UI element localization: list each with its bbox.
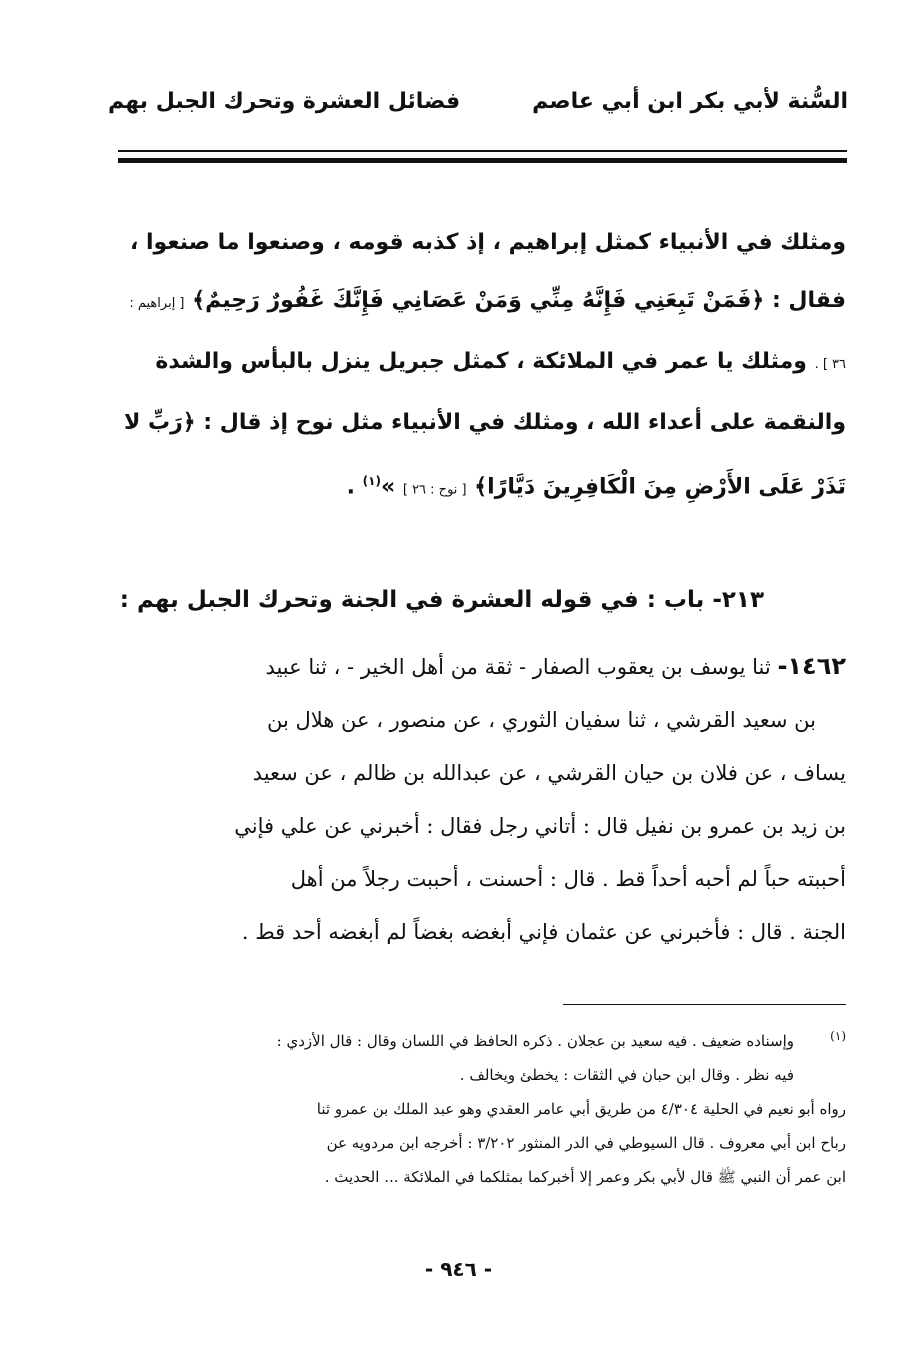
footnote-rule bbox=[563, 1004, 846, 1005]
text-line: أحببته حباً لم أحبه أحداً قط . قال : أحسنت ، أحببت رجلاً من أهل bbox=[290, 867, 846, 891]
running-header bbox=[108, 84, 848, 120]
text-line: يساف ، عن فلان بن حيان القرشي ، عن عبدالله بن ظالم ، عن سعيد bbox=[252, 761, 846, 785]
header-rule-thin bbox=[118, 150, 847, 152]
continued-text-block bbox=[104, 214, 846, 519]
text-line: والنقمة على أعداء الله ، ومثلك في الأنبياء مثل نوح إذ قال : ﴿رَبِّ لا bbox=[123, 410, 846, 435]
text-line: ومثلك في الأنبياء كمثل إبراهيم ، إذ كذبه قومه ، وصنعوا ما صنعوا ، bbox=[129, 230, 846, 255]
footnote-line: فيه نظر . وقال ابن حبان في الثقات : يخطئ ويخالف . bbox=[459, 1066, 794, 1084]
hadith-block bbox=[104, 640, 846, 959]
text-segment: ثنا يوسف بن يعقوب الصفار - ثقة من أهل الخير - ، ثنا عبيد bbox=[265, 655, 771, 679]
text-segment: وإسناده ضعيف . فيه سعيد بن عجلان . ذكره الحافظ في اللسان وقال : قال الأزدي : bbox=[276, 1032, 794, 1050]
text-line bbox=[104, 452, 846, 519]
hadith-number: ١٤٦٢- bbox=[777, 652, 846, 680]
footnote-marker: (١) bbox=[830, 1029, 846, 1043]
text-line: الجنة . قال : فأخبرني عن عثمان فإني أبغضه بغضاً لم أبغضه أحد قط . bbox=[241, 920, 846, 944]
text-line: بن زيد بن عمرو بن نفيل قال : أتاني رجل فقال : أخبرني عن علي فإني bbox=[234, 814, 846, 838]
running-chapter-title: فضائل العشرة وتحرك الجبل بهم bbox=[108, 89, 461, 114]
footnotes bbox=[104, 1024, 846, 1194]
footnote-line: ابن عمر أن النبي ﷺ قال لأبي بكر وعمر إلا أخبركما بمثلكما في الملائكة ... الحديث . bbox=[324, 1168, 846, 1186]
text-segment: ومثلك يا عمر في الملائكة ، كمثل جبريل ينزل بالبأس والشدة bbox=[155, 349, 807, 374]
footnote-line: رواه أبو نعيم في الحلية ٤/٣٠٤ من طريق أبي عامر العقدي وهو عبد الملك بن عمرو ثنا bbox=[316, 1100, 846, 1118]
section-heading: ٢١٣- باب : في قوله العشرة في الجنة وتحرك الجبل بهم : bbox=[119, 587, 764, 613]
footnote-line bbox=[104, 1024, 846, 1058]
period: . bbox=[346, 474, 355, 500]
text-line bbox=[104, 333, 846, 394]
footnote-line: رباح ابن أبي معروف . قال السيوطي في الدر المنثور ٣/٢٠٢ : أخرجه ابن مردويه عن bbox=[326, 1134, 846, 1152]
text-line: بن سعيد القرشي ، ثنا سفيان الثوري ، عن منصور ، عن هلال بن bbox=[266, 708, 816, 732]
quran-reference: ٣٦ ] . bbox=[814, 357, 846, 372]
text-line bbox=[104, 272, 846, 333]
text-line bbox=[104, 640, 846, 694]
closing-quote: » bbox=[380, 474, 396, 500]
book-title: السُّنة لأبي بكر ابن أبي عاصم bbox=[532, 89, 848, 114]
header-rule-thick bbox=[118, 158, 847, 163]
quran-reference: [ إبراهيم : bbox=[129, 296, 185, 311]
quran-quote: فقال : ﴿فَمَنْ تَبِعَنِي فَإِنَّهُ مِنِّي وَمَنْ عَصَانِي فَإِنَّكَ غَفُورٌ رَحِيمٌ﴾ bbox=[192, 288, 846, 313]
quran-quote: تَذَرْ عَلَى الأَرْضِ مِنَ الْكَافِرِينَ دَيَّارًا﴾ bbox=[474, 474, 846, 500]
page-number: - ٩٤٦ - bbox=[424, 1257, 493, 1281]
quran-reference: [ نوح : ٢٦ ] bbox=[402, 482, 467, 498]
footnote-ref: (١) bbox=[362, 474, 381, 488]
